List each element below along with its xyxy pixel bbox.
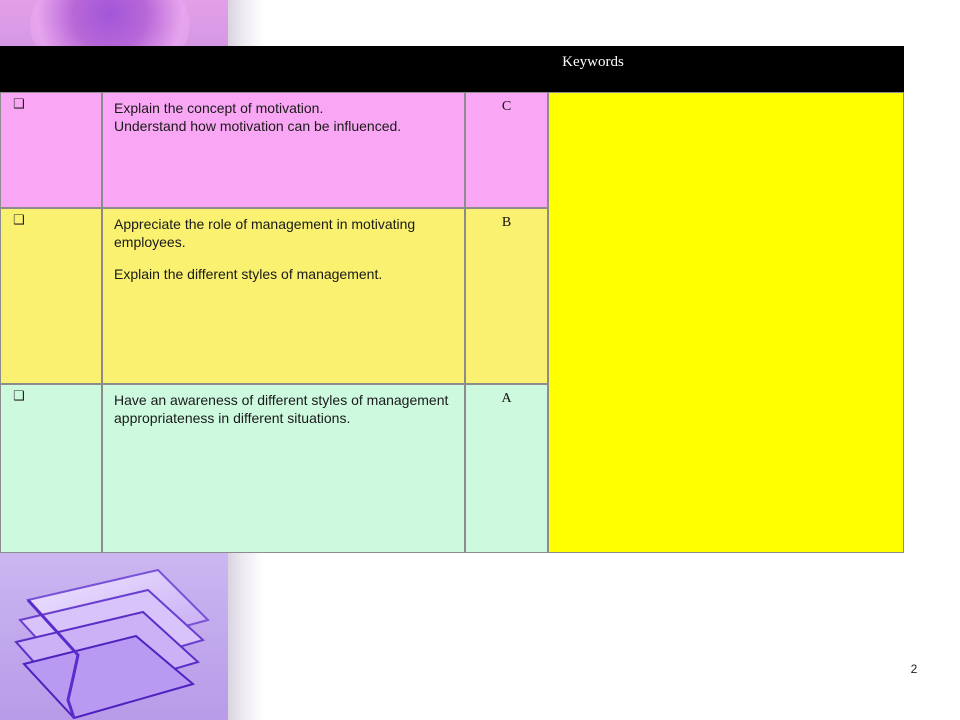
- objective-text: Appreciate the role of management in motivating employees.: [114, 216, 416, 250]
- table-row-bullet-cell: [0, 384, 102, 553]
- table-row-bullet-cell: [0, 92, 102, 208]
- grade-cell: [465, 208, 548, 384]
- grade-letter: C: [501, 99, 512, 114]
- objective-text: Explain the concept of motivation.: [114, 100, 324, 116]
- checkbox-bullet-icon: ❑: [13, 389, 25, 404]
- objective-text: Have an awareness of different styles of management appropriateness in different situations.: [114, 392, 449, 426]
- keywords-cell: [548, 92, 904, 553]
- objective-cell: [102, 208, 465, 384]
- objective-cell: [102, 92, 465, 208]
- page-number: 2: [910, 662, 918, 676]
- checkbox-bullet-icon: ❑: [13, 97, 25, 112]
- grade-cell: [465, 384, 548, 553]
- table-row-bullet-cell: [0, 208, 102, 384]
- objective-text: Explain the different styles of management.: [114, 266, 383, 282]
- objectives-table: [0, 46, 904, 553]
- objective-text: Understand how motivation can be influenced.: [114, 118, 402, 134]
- objective-cell: [102, 384, 465, 553]
- grade-letter: A: [501, 391, 512, 406]
- table-header: [0, 46, 904, 92]
- grade-letter: B: [501, 215, 512, 230]
- checkbox-bullet-icon: ❑: [13, 213, 25, 228]
- keywords-header: Keywords: [562, 54, 624, 70]
- paper-stack-image: [8, 560, 223, 720]
- grade-cell: [465, 92, 548, 208]
